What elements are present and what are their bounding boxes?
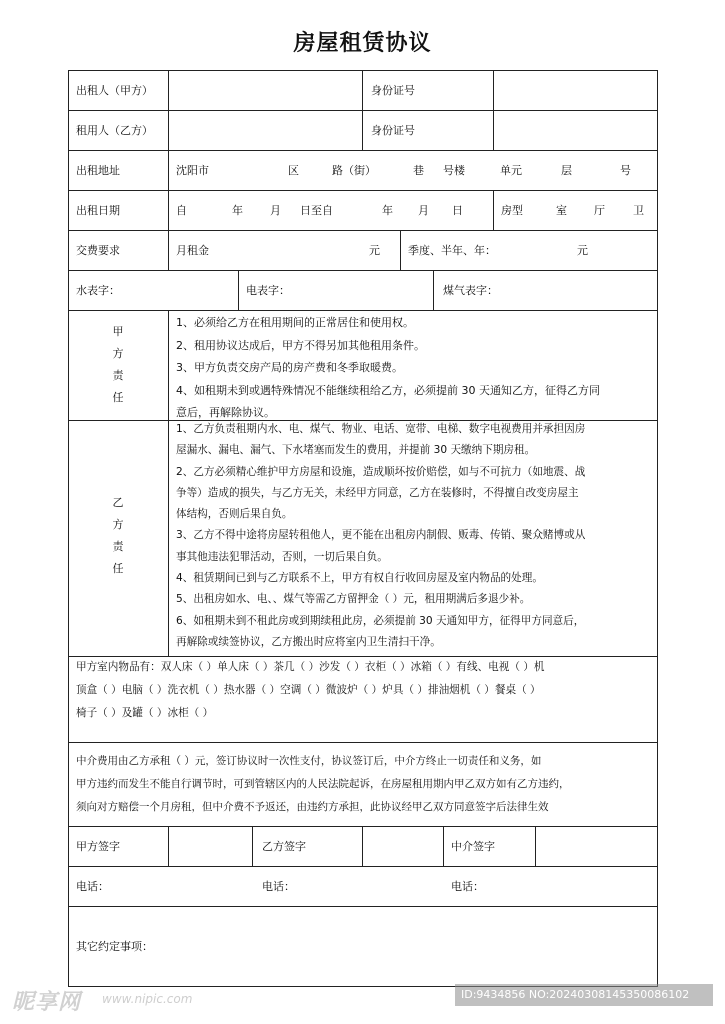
col-divider [238, 270, 239, 310]
party-a-phone-label: 电话： [76, 880, 109, 893]
row-divider [68, 150, 658, 151]
room-type-halls: 厅 [594, 204, 605, 217]
party-a-label [68, 321, 168, 409]
duty-line: 4、租赁期间已到与乙方联系不上，甲方有权自行收回房屋及室内物品的处理。 [176, 572, 543, 585]
agency-line: 须向对方赔偿一个月房租，但中介费不予返还，由违约方承担，此协议经甲乙双方同意签字后法律生效 [76, 801, 549, 813]
duty-line: 再解除或续签协议，乙方搬出时应将室内卫生清扫干净。 [176, 635, 441, 648]
party-a-char: 责 [112, 369, 124, 382]
row-divider [68, 190, 658, 191]
col-divider [433, 270, 434, 310]
col-divider [493, 190, 494, 230]
duty-line: 争等）造成的损失，与乙方无关，未经甲方同意，乙方在装修时，不得擅自改变房屋主 [176, 486, 579, 499]
items-line: 甲方室内物品有：双人床（ ）单人床（ ）茶几（ ）沙发（ ）衣柜（ ）冰箱（ ）有线、电视（ ）机 [76, 661, 545, 673]
col-divider [443, 826, 444, 866]
date-day-to: 日至自 [300, 204, 333, 217]
other-terms-label: 其它约定事项： [76, 940, 153, 953]
row-divider [68, 270, 658, 271]
electric-meter-label: 电表字： [246, 284, 290, 297]
agency-line: 中介费用由乙方承租（ ）元，签订协议时一次性支付，协议签订后，中介方终止一切责任和义务，如 [76, 755, 542, 767]
site-watermark-url: www.nipic.com [102, 992, 193, 1006]
address-floor: 层 [561, 164, 572, 177]
lessee-name-field[interactable] [170, 112, 360, 148]
party-a-signature-label: 甲方签字 [76, 840, 120, 853]
col-divider [362, 70, 363, 150]
lessee-id-field[interactable] [495, 112, 656, 148]
duty-line: 3、甲方负责交房产局的房产费和冬季取暖费。 [176, 361, 403, 374]
col-divider [168, 70, 169, 270]
site-watermark-logo: 昵享网 [12, 990, 82, 1015]
date-month-2: 月 [418, 204, 429, 217]
party-a-char: 方 [112, 347, 124, 360]
date-from: 自 [176, 204, 187, 217]
monthly-rent-unit: 元 [369, 244, 380, 257]
party-b-signature-field[interactable] [364, 828, 441, 864]
row-divider [68, 826, 658, 827]
lessor-name-field[interactable] [170, 72, 360, 108]
col-divider [362, 826, 363, 866]
document-title: 房屋租赁协议 [293, 31, 432, 56]
agency-line: 甲方违约而发生不能自行调节时，可到管辖区内的人民法院起诉，在房屋租用期内甲乙双方如有乙方违约， [76, 778, 570, 790]
lessor-id-field[interactable] [495, 72, 656, 108]
other-terms-field[interactable] [70, 908, 656, 985]
image-id-badge: ID:9434856 NO:20240308145350086102 [455, 984, 713, 1006]
party-a-signature-field[interactable] [170, 828, 250, 864]
duty-line: 6、如租期未到不租此房或到期续租此房，必须提前 30 天通知甲方，征得甲方同意后， [176, 614, 585, 627]
date-month-1: 月 [270, 204, 281, 217]
address-building: 号楼 [443, 164, 465, 177]
duty-line: 1、乙方负责租期内水、电、煤气、物业、电话、宽带、电梯、数字电视费用并承担因房 [176, 423, 586, 435]
party-b-duties [176, 419, 585, 653]
row-divider [68, 742, 658, 743]
date-year-1: 年 [232, 204, 243, 217]
row-divider [68, 230, 658, 231]
room-type-baths: 卫 [633, 204, 644, 217]
duty-line: 3、乙方不得中途将房屋转租他人，更不能在出租房内制假、贩毒、传销、聚众赌博或从 [176, 529, 586, 542]
row-divider [68, 866, 658, 867]
date-label: 出租日期 [76, 204, 120, 217]
room-type-rooms: 室 [556, 204, 567, 217]
address-label: 出租地址 [76, 164, 120, 177]
room-type-label: 房型 [501, 204, 523, 217]
duty-line: 体结构，否则后果自负。 [176, 508, 293, 521]
items-line: 椅子（ ）及罐（ ）冰柜（ ） [76, 707, 214, 719]
party-b-phone-label: 电话： [262, 880, 295, 893]
col-divider [493, 70, 494, 150]
lessee-id-label: 身份证号 [371, 124, 415, 137]
address-city: 沈阳市 [176, 164, 209, 177]
address-unit: 单元 [500, 164, 522, 177]
col-divider [400, 230, 401, 270]
duty-line: 1、必须给乙方在租用期间的正常居住和使用权。 [176, 316, 414, 329]
lessee-label: 租用人（乙方） [76, 124, 153, 137]
date-year-2: 年 [382, 204, 393, 217]
duty-line: 屋漏水、漏电、漏气、下水堵塞而发生的费用，并提前 30 天缴纳下期房租。 [176, 444, 536, 457]
party-b-char: 方 [112, 518, 124, 531]
party-b-char: 任 [112, 562, 124, 575]
duty-line: 意后，再解除协议。 [176, 406, 275, 419]
water-meter-label: 水表字： [76, 284, 120, 297]
col-divider [535, 826, 536, 866]
address-district: 区 [288, 164, 299, 177]
duty-line: 2、租用协议达成后，甲方不得另加其他租用条件。 [176, 338, 425, 352]
row-divider [68, 110, 658, 111]
duty-line: 2、乙方必须精心维护甲方房屋和设施，造成顺坏按价赔偿，如与不可抗力（如地震、战 [176, 465, 586, 478]
duty-line: 事其他违法犯罪活动，否则，一切后果自负。 [176, 550, 388, 563]
row-divider [68, 310, 658, 311]
duty-line: 4、如租期未到或遇特殊情况不能继续租给乙方，必须提前 30 天通知乙方，征得乙方同 [176, 383, 600, 397]
agent-signature-label: 中介签字 [451, 840, 495, 853]
agent-signature-field[interactable] [537, 828, 656, 864]
col-divider [252, 826, 253, 866]
gas-meter-label: 煤气表字： [443, 284, 498, 297]
monthly-rent-label: 月租金 [176, 244, 209, 257]
col-divider [168, 310, 169, 656]
party-b-char: 责 [112, 540, 124, 553]
party-a-duties [176, 312, 600, 425]
party-a-char: 任 [112, 391, 124, 404]
party-b-char: 乙 [112, 496, 124, 509]
agency-clause [76, 750, 570, 819]
date-day-2: 日 [452, 204, 463, 217]
col-divider [168, 826, 169, 866]
lessor-label: 出租人（甲方） [76, 84, 153, 97]
party-b-label [68, 492, 168, 580]
fee-label: 交费要求 [76, 244, 120, 257]
items-line: 顶盒（ ）电脑（ ）洗衣机（ ）热水器（ ）空调（ ）微波炉（ ）炉具（ ）排油烟机（ ）餐桌（ ） [76, 684, 541, 696]
party-a-char: 甲 [112, 325, 124, 338]
agent-phone-label: 电话： [451, 880, 484, 893]
duty-line: 5、出租房如水、电、、煤气等需乙方留押金（ ）元，租用期满后多退少补。 [176, 593, 531, 606]
address-number: 号 [620, 164, 631, 177]
household-items [76, 656, 545, 725]
row-divider [68, 906, 658, 907]
party-b-signature-label: 乙方签字 [262, 840, 306, 853]
period-rent-label: 季度、半年、年： [408, 244, 496, 257]
address-road: 路（街） [332, 164, 376, 177]
address-lane: 巷 [413, 164, 424, 177]
lessor-id-label: 身份证号 [371, 84, 415, 97]
period-rent-unit: 元 [577, 244, 588, 257]
